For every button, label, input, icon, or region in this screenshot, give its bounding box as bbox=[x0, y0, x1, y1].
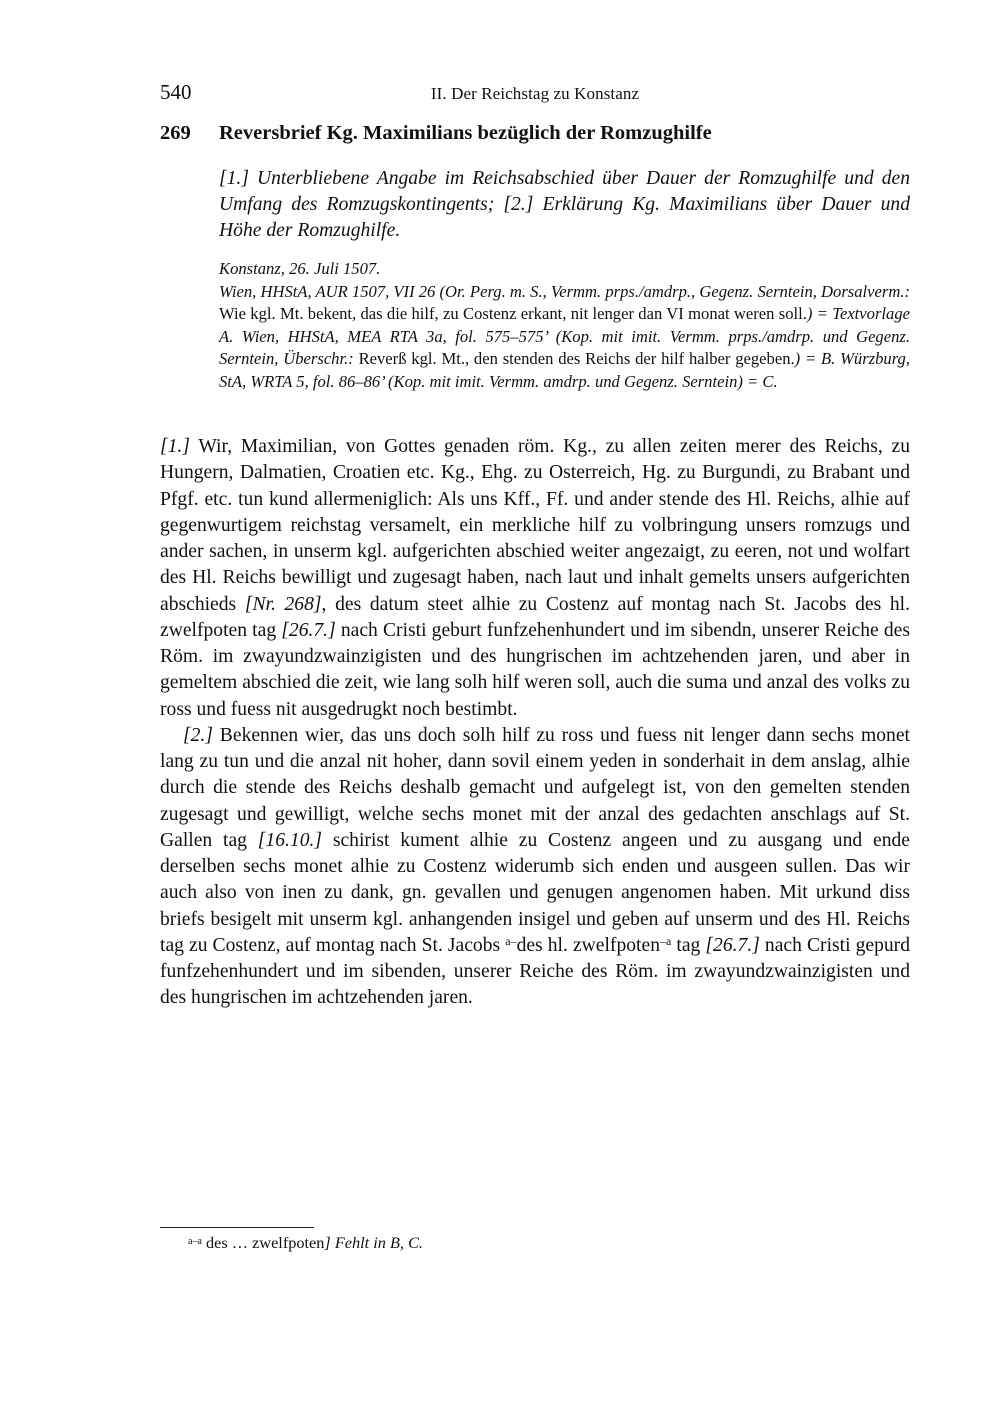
document-title: Reversbrief Kg. Maximilians bezüglich der Romzughilfe bbox=[219, 122, 712, 144]
running-head bbox=[160, 80, 910, 108]
paragraph-2-text-b: schirist kument alhie zu Costenz angeen und zu ausgang und ende derselben sechs monet alhie zu Costenz widerumb sich enden und ausgeen sullen. Das wir auch also von inen zu dank, gn. gevallen und genugen angenomen haben. Mit urkund diss briefs besigelt mit unserm kgl. anhangenden insigel und geben auf unserm und des Hl. Reichs tag zu Costenz, auf montag nach St. Jacobs bbox=[160, 829, 910, 956]
date-reference: [26.7.] bbox=[705, 934, 760, 956]
paragraph-2-text-a: Bekennen wier, das uns doch solh hilf zu ross und fuess nit lenger dann sechs monet lang zu tun und die anzal nit hoher, dann sovil einem yeden in sonderhait in dem anslag, alhie durch die stende des Reichs deshalb gemacht und aufgelegt ist, von den gemelten stenden zugesagt und gewilligt, welche sechs monet mit der anzal des gedachten anschlags auf St. Gallen tag bbox=[160, 724, 910, 851]
paragraph-1-text-b: , des datum steet alhie zu Costenz auf montag nach St. Jacobs des hl. zwelfpoten tag bbox=[160, 593, 910, 641]
paragraph-1-text-c: nach Cristi geburt funfzehenhundert und im sibendn, unserer Reiche des Röm. im zwayundzwainzigisten und des hungrischen im achtzehenden jaren, und aber in gemeltem abschied die zeit, wie lang solh hilf weren soll, auch die suma und anzal des volks zu ross und fuess nit ausgedrugkt noch bestimbt. bbox=[160, 619, 910, 720]
paragraph-1-text-a: Wir, Maximilian, von Gottes genaden röm. Kg., zu allen zeiten merer des Reichs, zu Hungern, Dalmatien, Croatien etc. Kg., Ehg. zu Osterreich, Hg. zu Burgundi, zu Brabant und Pfgf. etc. tun kund allermeniglich: Als uns Kff., Ff. und ander stende des Hl. Reichs, alhie auf gegenwurtigem reichstag versamelt, ein merkliche hilf zu volbringung unsers romzugs und ander sachen, in unserm kgl. aufgerichten abschied weiter angezaigt, zu eeren, not und wolfart des Hl. Reichs bewilligt und zugesagt haben, nach laut und inhalt gemelts unsers aufgerichten abschieds bbox=[160, 436, 910, 615]
footnote-divider bbox=[160, 1227, 314, 1228]
paragraph-1-marker: [1.] bbox=[160, 436, 190, 457]
running-title: II. Der Reichstag zu Konstanz bbox=[430, 84, 640, 103]
dorsal-note-quote: Wie kgl. Mt. bekent, das die hilf, zu Costenz erkant, nit lenger dan VI monat weren soll. bbox=[219, 304, 807, 323]
footnote-note: ] Fehlt in B, C. bbox=[324, 1233, 424, 1252]
footnote-lemma: des … zwelfpoten bbox=[201, 1233, 325, 1252]
paragraph-1 bbox=[160, 434, 910, 723]
footnote-marker-open: a– bbox=[505, 933, 517, 948]
document-body bbox=[160, 434, 910, 1012]
footnoted-phrase: des hl. zwelfpoten bbox=[516, 934, 660, 956]
date-reference: [16.10.] bbox=[257, 829, 323, 851]
cross-reference: [Nr. 268] bbox=[244, 593, 322, 615]
source-a-text: Wien, HHStA, AUR 1507, VII 26 (Or. Perg. m. S., Vermm. prps./amdrp., Gegenz. Serntein, Dorsalverm.: bbox=[219, 281, 910, 301]
source-apparatus bbox=[219, 258, 910, 393]
paragraph-2-text-d: tag bbox=[671, 934, 706, 956]
date-reference: [26.7.] bbox=[281, 619, 336, 641]
paragraph-2-text-e: nach Cristi gepurd funfzehenhundert und im sibenden, unserer Reiche des Röm. im zwayundzwainzigisten und des hungrischen im achtzehenden jaren. bbox=[160, 934, 910, 1009]
paragraph-2-marker: [2.] bbox=[183, 724, 213, 746]
heading-quote: Reverß kgl. Mt., den stenden des Reichs der hilf halber gegeben. bbox=[358, 349, 795, 368]
paragraph-2 bbox=[160, 723, 910, 1012]
source-a-continuation: ) = Textvorlage A. Wien, HHStA, MEA RTA 3a, fol. 575–575’ (Kop. mit imit. Vermm. prps./amdrp. und Gegenz. Serntein, Überschr.: bbox=[219, 304, 910, 368]
footnote-marker: a–a bbox=[188, 1236, 202, 1247]
footnote-marker-close: –a bbox=[660, 933, 672, 948]
source-description bbox=[219, 281, 910, 394]
footnote bbox=[188, 1232, 888, 1254]
source-b-c-text: ) = B. Würzburg, StA, WRTA 5, fol. 86–86’ (Kop. mit imit. Vermm. amdrp. und Gegenz. Serntein) = C. bbox=[219, 349, 910, 391]
document-number: 269 bbox=[160, 122, 191, 144]
page-number: 540 bbox=[160, 80, 192, 104]
regest-summary: [1.] Unterbliebene Angabe im Reichsabschied über Dauer der Romzughilfe und den Umfang des Romzugskontingents; [2.] Erklärung Kg. Maximilians über Dauer und Höhe der Romzughilfe. bbox=[219, 168, 910, 241]
place-date: Konstanz, 26. Juli 1507. bbox=[219, 259, 381, 278]
